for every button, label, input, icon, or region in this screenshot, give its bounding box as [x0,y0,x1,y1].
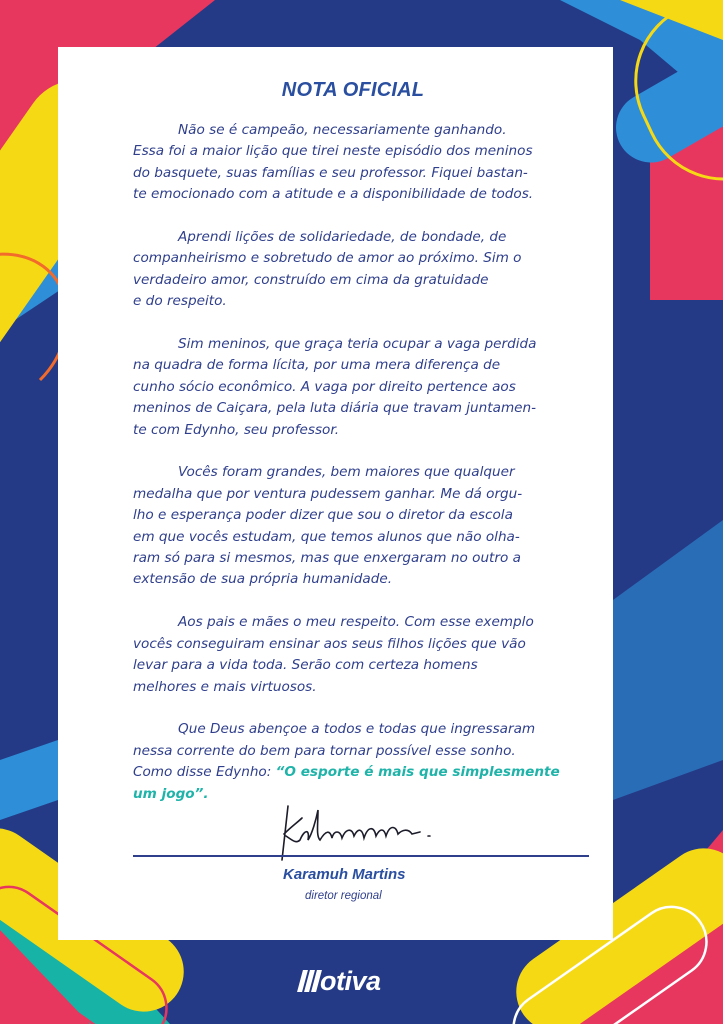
text-line: Essa foi a maior lição que tirei neste episódio dos meninos [133,143,533,160]
motiva-logo [300,961,430,1001]
paragraph [133,462,593,590]
paragraph [133,334,593,441]
text-line: vocês conseguiram ensinar aos seus filhos lições que vão [133,635,526,652]
handwritten-signature [270,800,460,862]
signer-role: diretor regional [305,890,382,902]
text-line: Sim meninos, que graça teria ocupar a vaga perdida [178,336,537,353]
signature-line [133,855,589,857]
logo-mark-icon [300,970,319,992]
closing-paragraph [133,719,593,805]
letter-body [133,120,593,826]
text-line: lho e esperança poder dizer que sou o diretor da escola [133,507,513,524]
text-line: na quadra de forma lícita, por uma mera diferença de [133,357,501,374]
text-line: verdadeiro amor, construído em cima da gratuidade [133,271,489,288]
text-line: Vocês foram grandes, bem maiores que qualquer [178,464,515,481]
paragraph [133,227,593,313]
paragraph [133,120,593,206]
text-line: meninos de Caiçara, pela luta diária que travam juntamen- [133,400,537,417]
text-line: companheirismo e sobretudo de amor ao próximo. Sim o [133,250,522,267]
text-line: cunho sócio econômico. A vaga por direito pertence aos [133,378,516,395]
text-line: Que Deus abençoe a todos e todas que ingressaram [178,721,536,738]
text-line: nessa corrente do bem para tornar possível esse sonho. [133,742,516,759]
page-title: NOTA OFICIAL [281,79,425,101]
text-line: Não se é campeão, necessariamente ganhando. [178,122,507,138]
text-line: melhores e mais virtuosos. [133,678,317,695]
signer-name: Karamuh Martins [283,866,406,883]
text-line: te emocionado com a atitude e a disponibilidade de todos. [133,186,534,203]
quote-intro: Como disse Edynho: [133,764,276,781]
highlighted-quote: “O esporte é mais que simplesmente [275,764,560,781]
text-line [133,762,593,783]
text-line: levar para a vida toda. Serão com certeza homens [133,657,478,674]
text-line: e do respeito. [133,293,227,310]
paragraph [133,612,593,698]
text-line: ram só para si mesmos, mas que enxergaram no outro a [133,550,521,567]
text-line: medalha que por ventura pudessem ganhar. Me dá orgu- [133,485,523,502]
text-line: Aos pais e mães o meu respeito. Com esse exemplo [178,614,534,631]
text-line: extensão de sua própria humanidade. [133,571,393,588]
text-line: te com Edynho, seu professor. [133,421,340,438]
text-line: do basquete, suas famílias e seu professor. Fiquei bastan- [133,164,528,181]
text-line: Aprendi lições de solidariedade, de bondade, de [178,229,507,246]
logo-wordmark: otiva [320,965,381,996]
highlighted-quote-end: um jogo”. [133,785,209,802]
text-line: em que vocês estudam, que temos alunos que não olha- [133,528,520,545]
